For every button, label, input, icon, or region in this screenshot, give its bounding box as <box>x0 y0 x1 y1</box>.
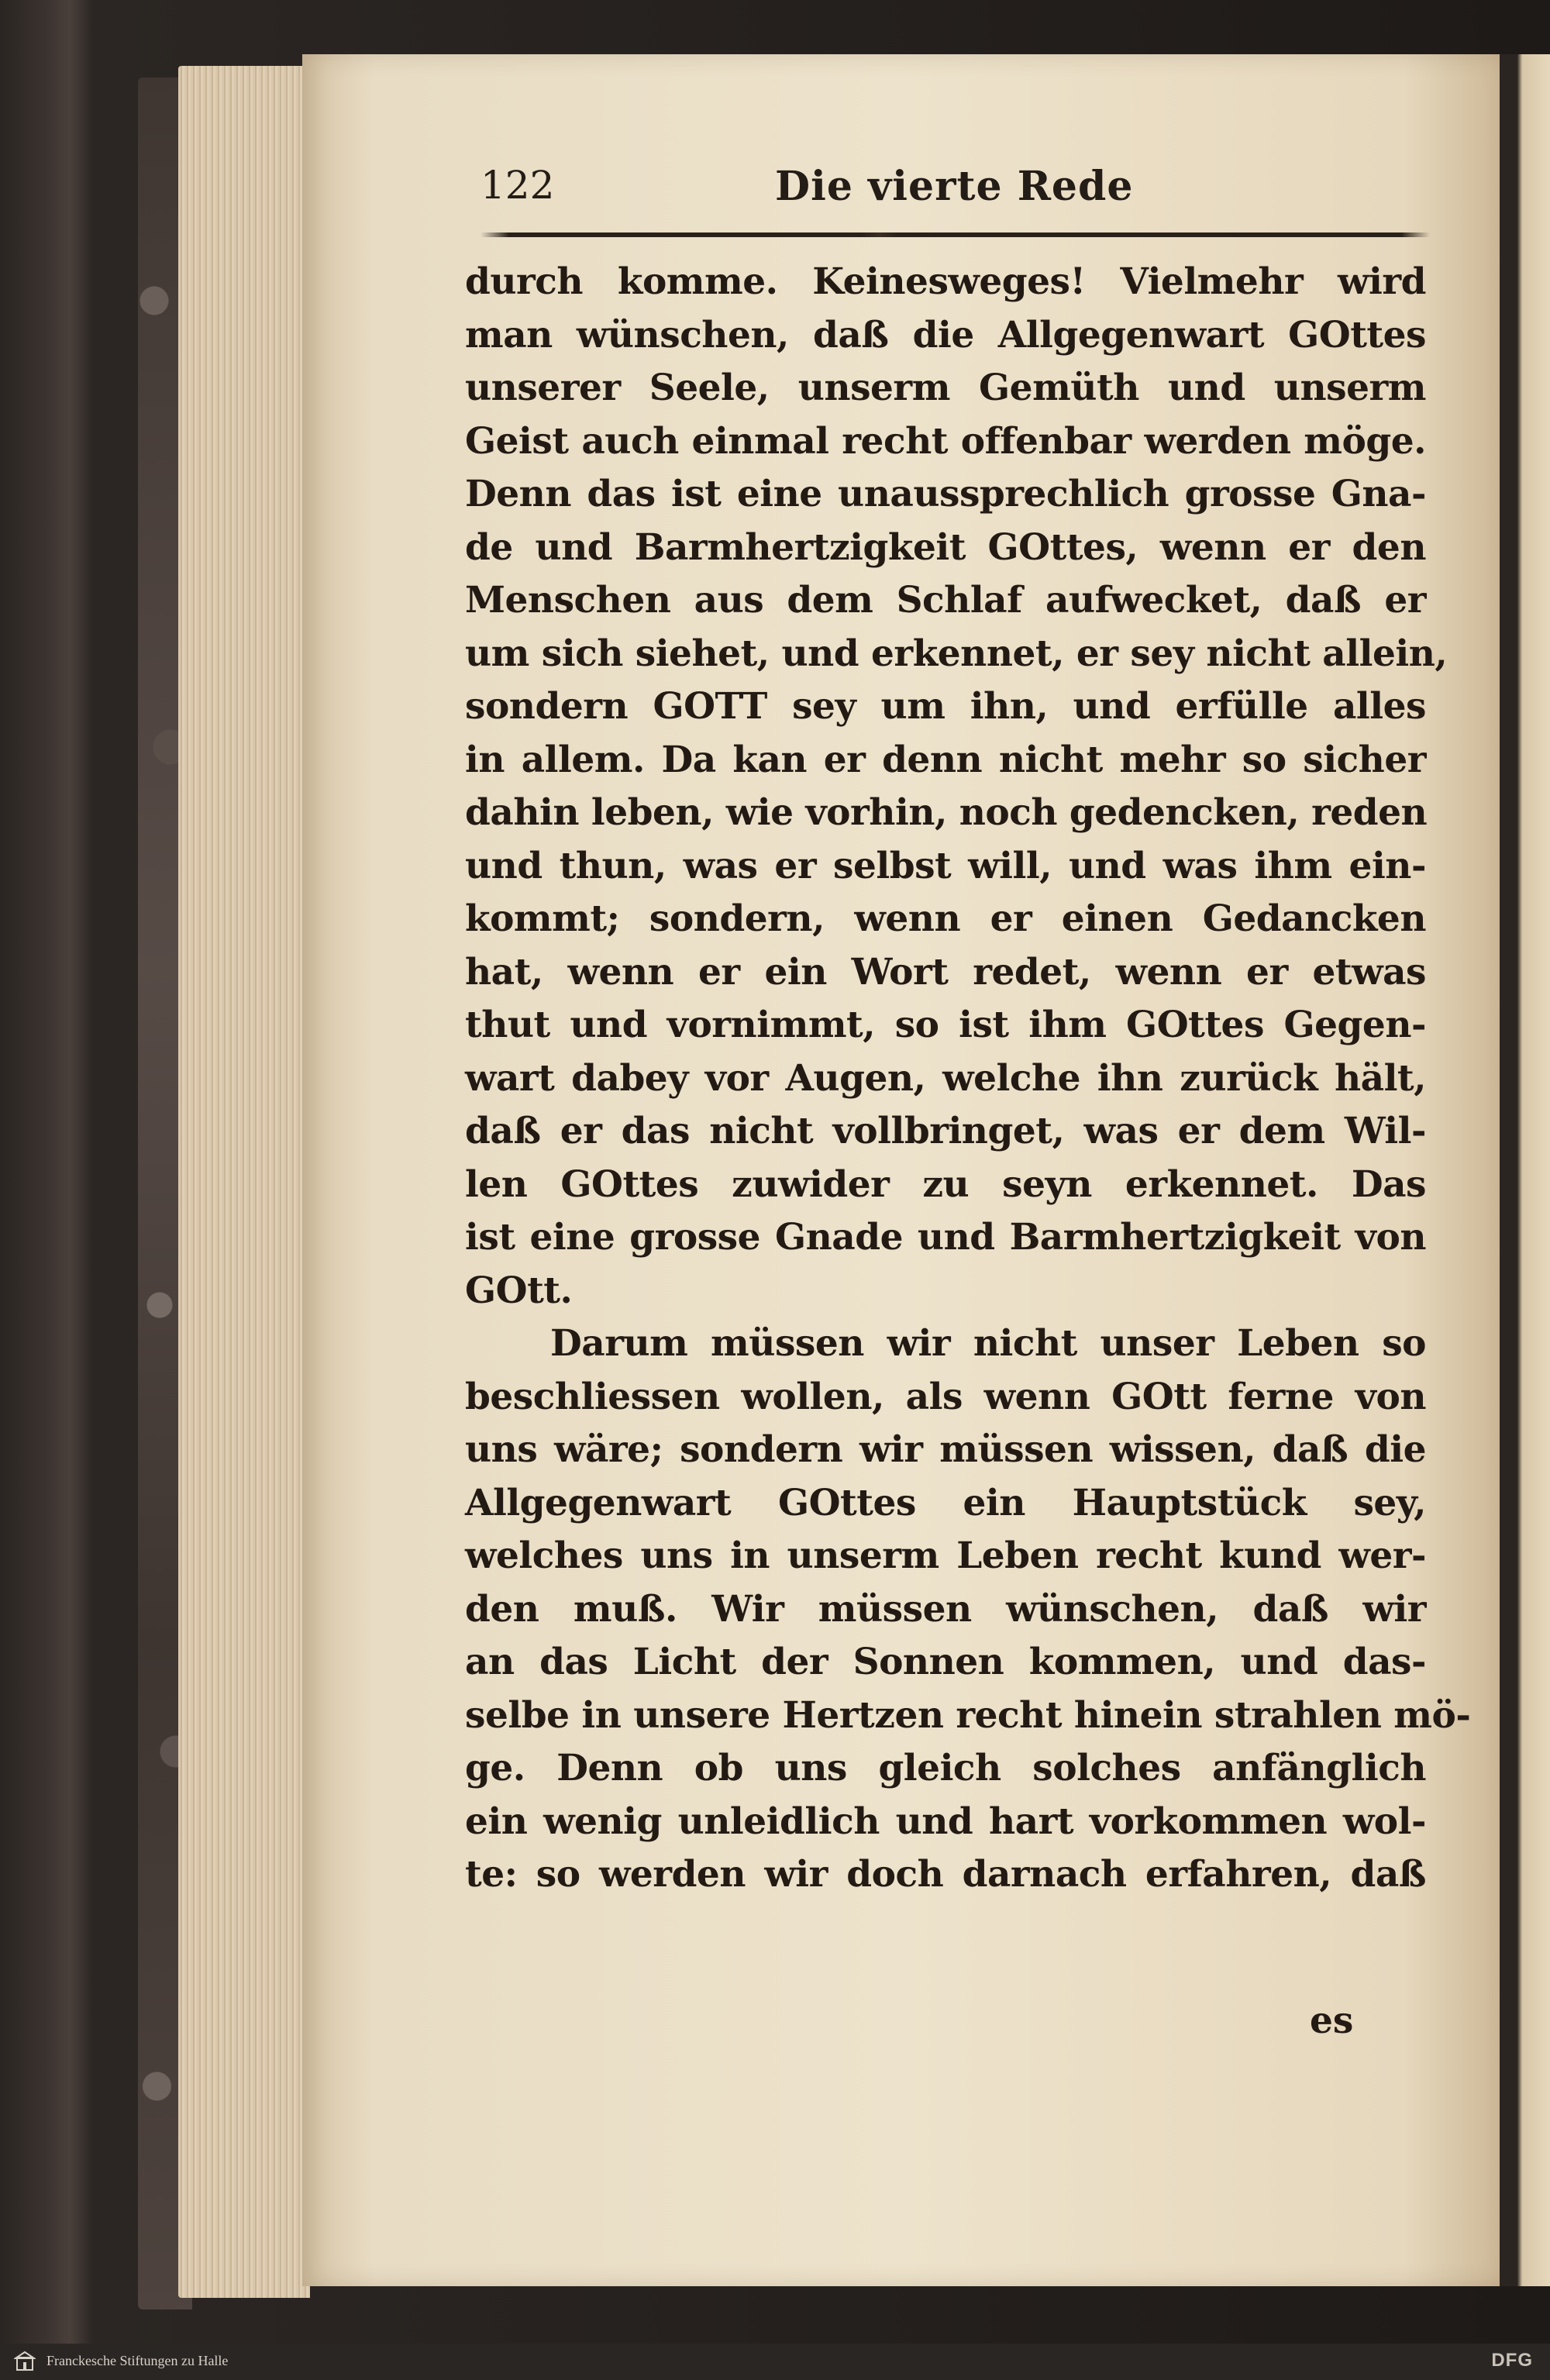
text-line: beschliessen wollen, als wenn GOtt ferne von <box>465 1375 1426 1418</box>
text-line: uns wäre; sondern wir müssen wissen, daß die <box>465 1428 1426 1471</box>
text-line: Denn das ist eine unaussprechlich grosse Gna- <box>465 473 1426 515</box>
page-number: 122 <box>480 163 555 208</box>
text-line: Allgegenwart GOttes ein Hauptstück sey, <box>465 1481 1426 1524</box>
footer-bar <box>0 2344 1550 2380</box>
institution-logo-icon <box>14 2350 36 2373</box>
page-edges <box>178 66 310 2298</box>
running-title: Die vierte Rede <box>775 163 1134 210</box>
header-rule <box>480 232 1430 237</box>
text-line: Geist auch einmal recht offenbar werden möge. <box>465 419 1426 463</box>
text-line: um sich siehet, und erkennet, er sey nicht allein, <box>465 632 1448 675</box>
text-line: thut und vornimmt, so ist ihm GOttes Gegen- <box>465 1004 1426 1046</box>
text-line: wart dabey vor Augen, welche ihn zurück hält, <box>465 1056 1426 1100</box>
page-header <box>480 163 1426 225</box>
text-line: sondern GOTT sey um ihn, und erfülle alles <box>465 685 1426 728</box>
text-line: GOtt. <box>465 1269 573 1312</box>
text-line-indented: Darum müssen wir nicht unser Leben so <box>550 1322 1426 1365</box>
text-line: de und Barmhertzigkeit GOttes, wenn er den <box>465 525 1426 569</box>
facing-page-edge <box>1500 54 1550 2286</box>
text-line: Menschen aus dem Schlaf aufwecket, daß er <box>465 579 1426 622</box>
text-line: in allem. Da kan er denn nicht mehr so sicher <box>465 738 1426 781</box>
text-line: durch komme. Keinesweges! Vielmehr wird <box>465 260 1426 303</box>
text-line: welches uns in unserm Leben recht kund wer- <box>465 1534 1426 1577</box>
text-line: ge. Denn ob uns gleich solches anfänglich <box>465 1747 1426 1789</box>
body-text <box>465 256 1471 1902</box>
catchword: es <box>1310 1999 1354 2042</box>
institution-name: Franckesche Stiftungen zu Halle <box>46 2353 229 2368</box>
text-line: te: so werden wir doch darnach erfahren, daß <box>465 1853 1426 1896</box>
dfg-badge: DFG <box>1491 2350 1533 2371</box>
text-line: daß er das nicht vollbringet, was er dem Wil- <box>465 1110 1426 1152</box>
text-line: selbe in unsere Hertzen recht hinein strahlen mö- <box>465 1693 1471 1737</box>
text-line: kommt; sondern, wenn er einen Gedancken <box>465 897 1426 940</box>
text-line: man wünschen, daß die Allgegenwart GOttes <box>465 313 1426 356</box>
text-line: hat, wenn er ein Wort redet, wenn er etwas <box>465 950 1426 994</box>
text-line: ist eine grosse Gnade und Barmhertzigkeit von <box>465 1216 1426 1259</box>
text-line: den muß. Wir müssen wünschen, daß wir <box>465 1587 1426 1631</box>
text-line: dahin leben, wie vorhin, noch gedencken, reden <box>465 791 1428 834</box>
text-line: len GOttes zuwider zu seyn erkennet. Das <box>465 1162 1426 1206</box>
text-line: und thun, was er selbst will, und was ihm ein- <box>465 844 1426 887</box>
text-line: an das Licht der Sonnen kommen, und das- <box>465 1641 1426 1683</box>
text-line: unserer Seele, unserm Gemüth und unserm <box>465 367 1426 409</box>
text-line: ein wenig unleidlich und hart vorkommen wol- <box>465 1800 1426 1843</box>
